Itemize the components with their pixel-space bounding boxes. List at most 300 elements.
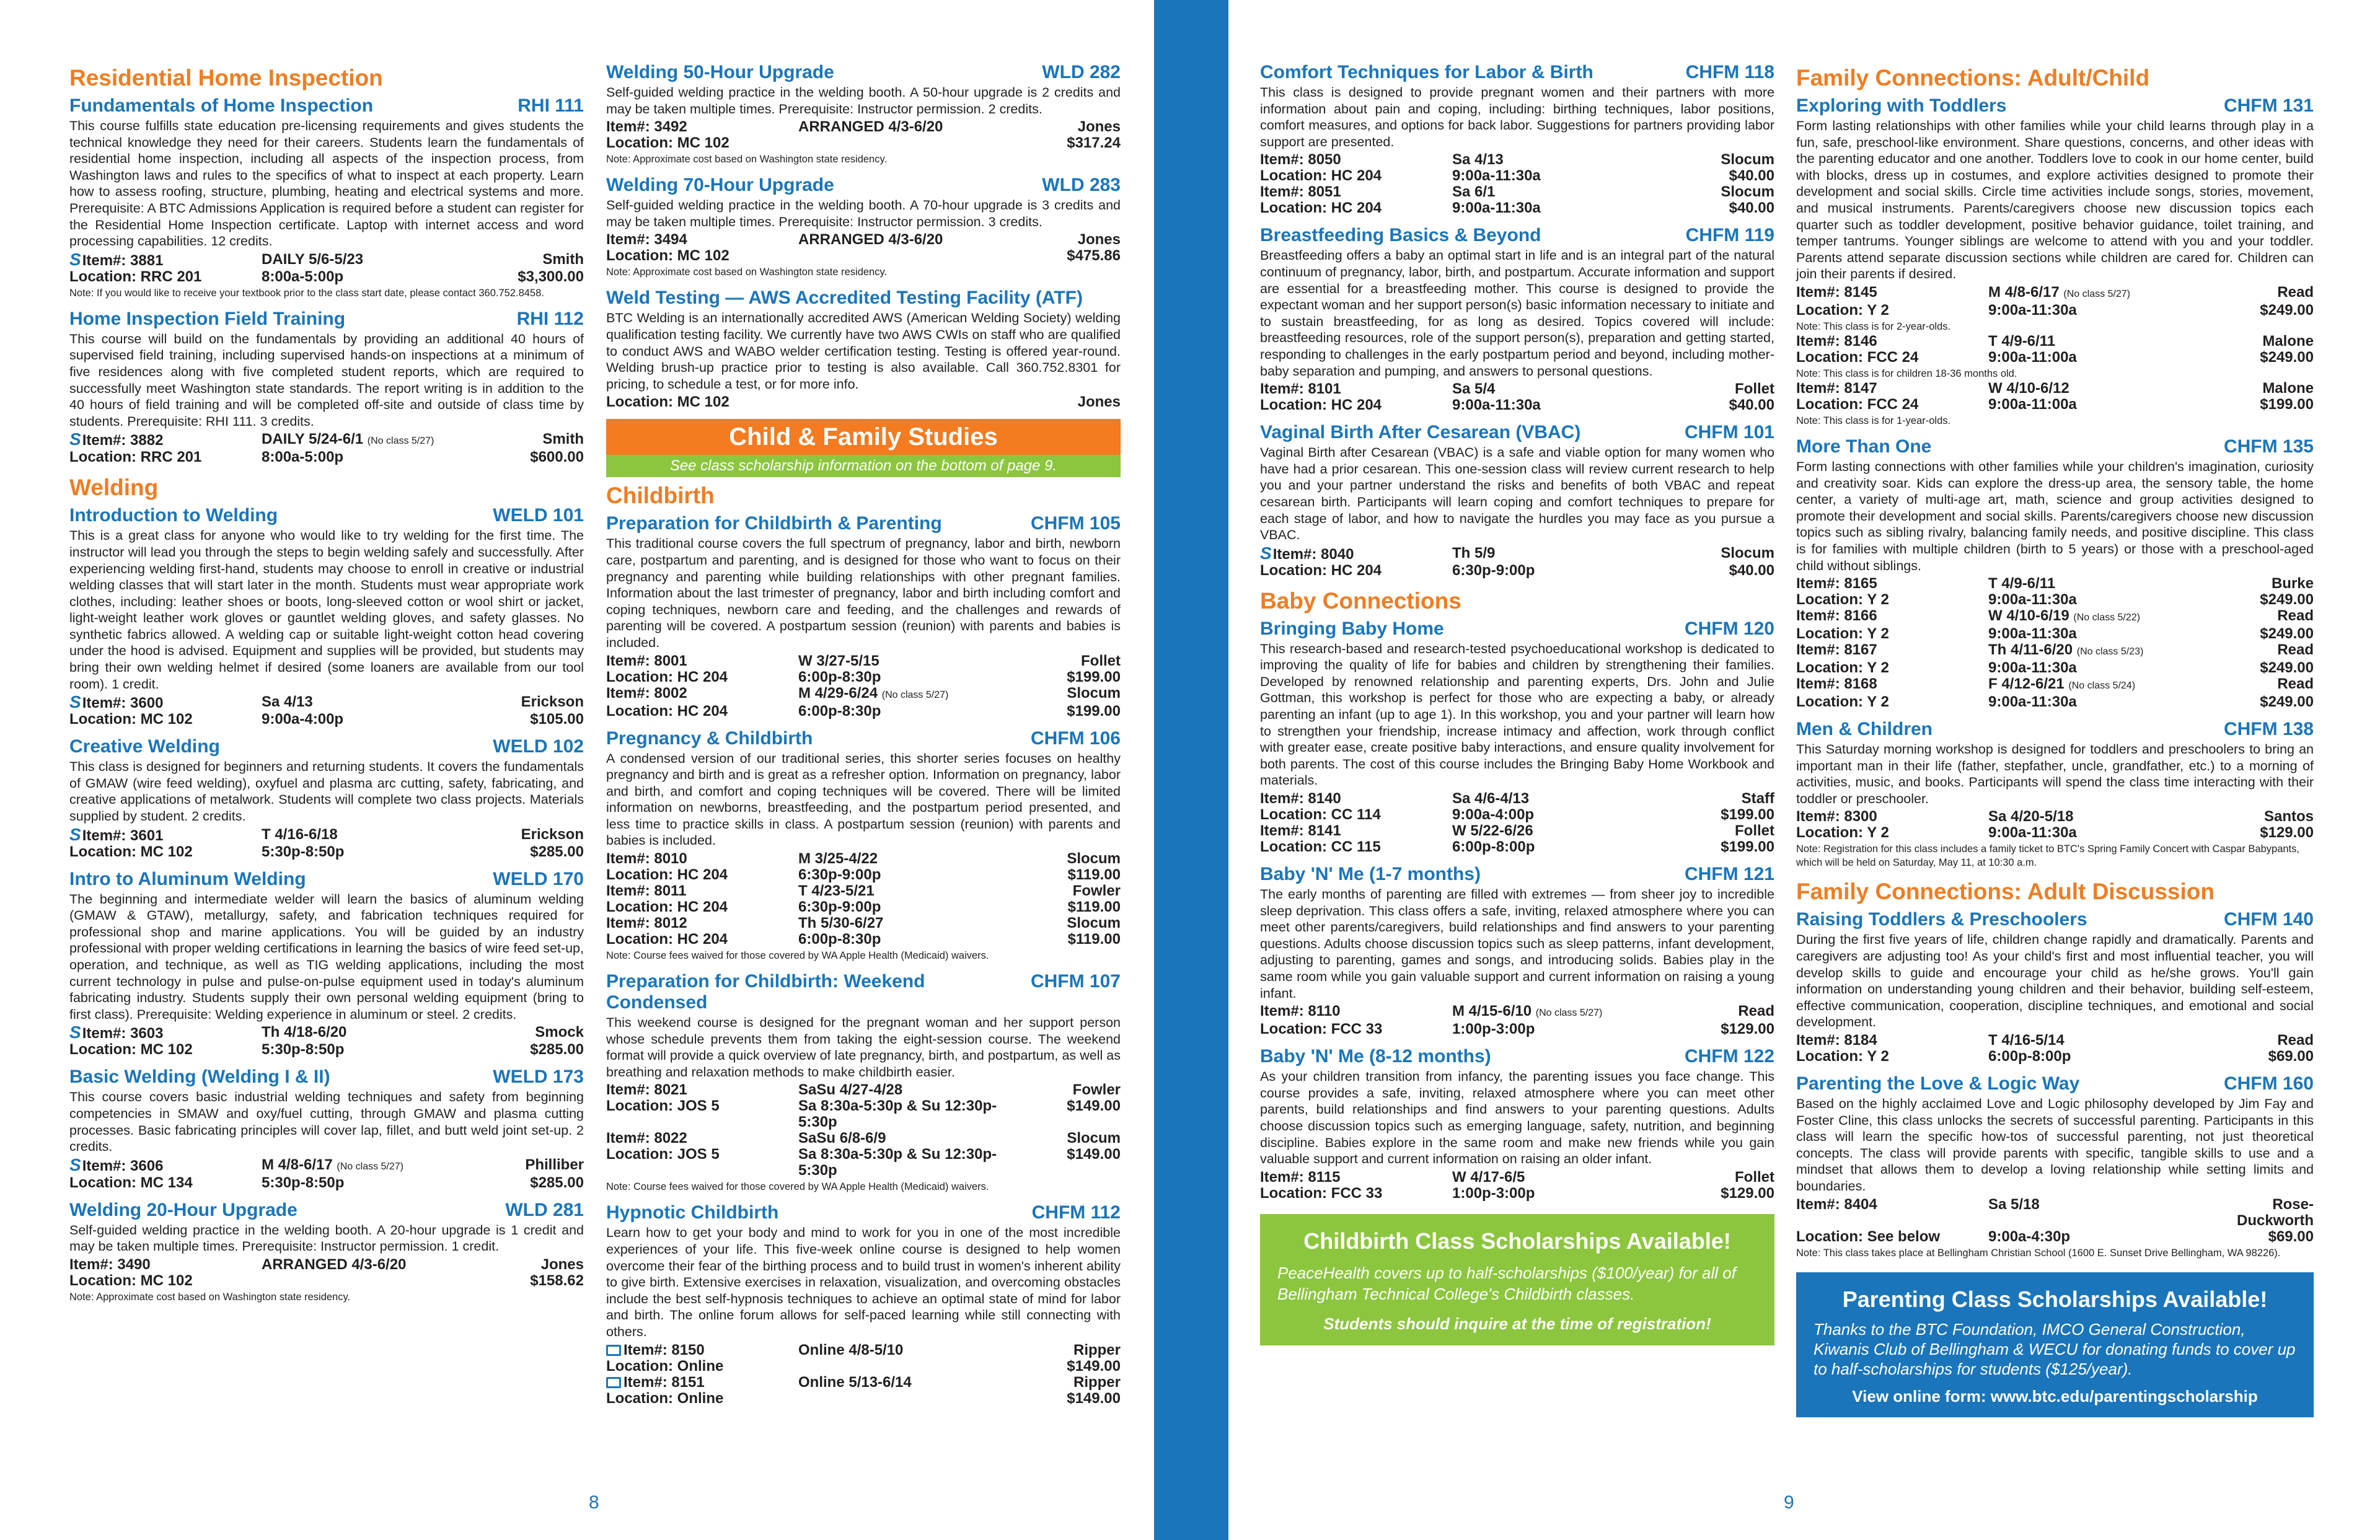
- instructor-or-fee: $129.00: [1721, 1021, 1774, 1038]
- section-heading: Family Connections: Adult/Child: [1796, 65, 2150, 90]
- schedule-text: 9:00a-11:30a: [1988, 301, 2077, 319]
- course-header: [606, 175, 1121, 196]
- instructor-or-fee: $285.00: [530, 1174, 584, 1191]
- item-number[interactable]: Item#: 8012: [606, 915, 687, 932]
- instructor-or-fee: Slocum: [1721, 183, 1774, 201]
- item-number[interactable]: Location: MC 134: [69, 1174, 193, 1191]
- section-heading: Family Connections: Adult Discussion: [1796, 879, 2215, 905]
- item-number[interactable]: Item#: 8184: [1796, 1032, 1877, 1049]
- item-or-location: [606, 653, 798, 669]
- item-or-location: [606, 232, 798, 248]
- course-title[interactable]: Basic Welding (Welding I & II): [69, 1067, 330, 1088]
- item-or-location: [1796, 333, 1988, 350]
- course-header: [1260, 225, 1774, 246]
- item-number[interactable]: Location: MC 102: [69, 1272, 193, 1289]
- item-number[interactable]: Location: CC 114: [1260, 806, 1381, 824]
- course-code: CHFM 107: [1030, 971, 1121, 992]
- instructor-or-fee: Fowler: [1072, 1081, 1121, 1099]
- item-number[interactable]: Location: MC 102: [606, 247, 729, 265]
- item-number[interactable]: Location: RRC 201: [69, 449, 202, 466]
- promo-title: Parenting Class Scholarships Available!: [1842, 1286, 2268, 1312]
- item-number[interactable]: Item#: 3494: [606, 231, 687, 249]
- instructor-or-fee: Santos: [2263, 808, 2314, 825]
- section-row: [69, 431, 584, 449]
- item-or-location: [1796, 397, 1988, 413]
- item-number[interactable]: Location: Y 2: [1796, 301, 1889, 319]
- section-row: [1796, 660, 2314, 676]
- item-number[interactable]: Item#: 8146: [1796, 332, 1877, 350]
- item-or-location: [1260, 397, 1452, 413]
- course-title[interactable]: Men & Children: [1796, 719, 1933, 740]
- instructor-or-fee: Erickson: [521, 693, 584, 711]
- course-title[interactable]: Breastfeeding Basics & Beyond: [1260, 225, 1541, 246]
- schedule: [1988, 381, 2224, 397]
- instructor-or-fee: Slocum: [1721, 151, 1774, 169]
- item-number[interactable]: Location: HC 204: [1260, 200, 1382, 217]
- schedule: [798, 867, 1034, 883]
- course-description: This course will build on the fundamentals by providing an additional 40 hours of supervised field training, including supervised hands-on inspections at a minimum of five residences along with five completed student reports, which are required to successfully meet Washington state standards. The report writing is in addition to the 40 hours of field training and will be completed off-site and outside of class time by students. Prerequisite: RHI 111. 3 credits.: [69, 331, 584, 429]
- banner-subtitle: See class scholarship information on the bottom of page 9.: [606, 455, 1121, 477]
- section-row: [69, 1175, 584, 1191]
- course-code: WLD 281: [505, 1199, 584, 1220]
- schedule: [1452, 807, 1688, 823]
- item-or-location: [606, 931, 798, 948]
- schedule-text: W 4/10-6/19: [1988, 607, 2069, 625]
- schedule-text: 6:00p-8:00p: [1988, 1048, 2071, 1065]
- course-listing: [69, 309, 584, 466]
- schedule: [1988, 694, 2224, 710]
- item-or-location: [69, 711, 262, 728]
- course-code: CHFM 160: [2223, 1073, 2314, 1094]
- item-number[interactable]: Item#: 8404: [1796, 1195, 1877, 1213]
- item-number[interactable]: Item#: 8141: [1260, 822, 1341, 840]
- schedule-text: 9:00a-11:30a: [1988, 693, 2077, 711]
- item-or-location: [1260, 1169, 1452, 1186]
- item-number[interactable]: Item#: 8010: [606, 850, 687, 868]
- schedule: [1988, 397, 2224, 413]
- course-title[interactable]: Exploring with Toddlers: [1796, 95, 2007, 116]
- item-number[interactable]: Item#: 8140: [1260, 790, 1341, 807]
- item-number[interactable]: Location: FCC 24: [1796, 348, 1919, 366]
- instructor-or-fee: $119.00: [1067, 899, 1121, 916]
- section-row: [1796, 350, 2314, 366]
- course-title[interactable]: Preparation for Childbirth: Weekend Condensed: [606, 971, 925, 1013]
- course-title[interactable]: Comfort Techniques for Labor & Birth: [1260, 62, 1593, 82]
- item-or-location: [606, 1146, 798, 1179]
- item-number[interactable]: Item#: 3603: [82, 1025, 164, 1042]
- schedule-text: 9:00a-11:30a: [1452, 397, 1541, 414]
- schedule-text: Sa 5/4: [1452, 381, 1496, 398]
- section-row: [1796, 284, 2314, 302]
- item-number[interactable]: Location: JOS 5: [606, 1098, 720, 1115]
- item-number[interactable]: Location: HC 204: [606, 899, 728, 916]
- section-row: [606, 685, 1121, 703]
- course-note: Note: This class takes place at Bellingham Christian School (1600 E. Sunset Drive Bellingham, WA 98226).: [1796, 1247, 2281, 1259]
- section-row: [606, 1342, 1121, 1358]
- item-number[interactable]: Item#: 8147: [1796, 379, 1877, 397]
- course-listing: [1260, 618, 1774, 855]
- item-number[interactable]: Item#: 8145: [1796, 283, 1877, 301]
- item-number[interactable]: Location: Y 2: [1796, 824, 1889, 842]
- instructor-or-fee: $199.00: [1721, 838, 1774, 856]
- course-title[interactable]: Intro to Aluminum Welding: [69, 868, 306, 889]
- instructor-or-fee: Smith: [542, 250, 584, 268]
- item-number[interactable]: Location: See below: [1796, 1228, 1941, 1245]
- item-number[interactable]: Location: HC 204: [606, 668, 728, 685]
- schedule: [1988, 1229, 2224, 1245]
- course-title[interactable]: Hypnotic Childbirth: [606, 1202, 779, 1223]
- course-header: [1796, 95, 2314, 117]
- item-number[interactable]: Location: FCC 24: [1796, 395, 1919, 413]
- item-number[interactable]: Item#: 3492: [606, 118, 687, 136]
- section-row: [69, 249, 584, 269]
- item-number[interactable]: Item#: 8168: [1796, 675, 1877, 693]
- item-or-location: [1796, 1229, 1988, 1245]
- course-title[interactable]: Pregnancy & Childbirth: [606, 728, 813, 749]
- instructor-or-fee: $69.00: [2268, 1048, 2314, 1065]
- instructor-or-fee: Follet: [1081, 652, 1121, 669]
- schedule-exception: (No class 5/27): [337, 1161, 403, 1172]
- item-number[interactable]: Item#: 8022: [606, 1130, 687, 1147]
- schedule: [1452, 791, 1688, 807]
- schedule-text: 9:00a-4:30p: [1988, 1228, 2071, 1245]
- schedule: [262, 1024, 497, 1042]
- item-number[interactable]: Location: Y 2: [1796, 659, 1889, 677]
- schedule-text: 6:00p-8:00p: [1452, 838, 1535, 856]
- section-row: [69, 844, 584, 860]
- item-or-location: [1796, 576, 1988, 592]
- course-listing: [69, 95, 584, 300]
- item-number[interactable]: Location: MC 102: [606, 394, 729, 411]
- item-number[interactable]: Item#: 8300: [1796, 808, 1877, 825]
- section-heading: Childbirth: [606, 483, 715, 509]
- course-description: Self-guided welding practice in the welding booth. A 50-hour upgrade is 2 credits and may be taken multiple times. Prerequisite: Instructor permission. 2 credits.: [606, 85, 1121, 117]
- section-row: [1796, 302, 2314, 319]
- course-title[interactable]: Creative Welding: [69, 736, 220, 757]
- course-header: [1796, 909, 2314, 930]
- course-listing: [69, 869, 584, 1058]
- item-or-location: [1796, 825, 1988, 841]
- course-title[interactable]: Raising Toddlers & Preschoolers: [1796, 909, 2087, 930]
- course-description: This Saturday morning workshop is designed for toddlers and preschoolers to bring an important man in their life (father, stepfather, uncle, grandfather, etc.) to a morning of activities, music, and books. Participants will spend the class time interacting with their toddler or preschooler.: [1796, 742, 2314, 806]
- item-number[interactable]: Item#: 8110: [1260, 1003, 1341, 1020]
- course-listing: [1796, 909, 2314, 1065]
- schedule: [1988, 676, 2224, 694]
- course-description: The early months of parenting are filled with extremes — from sheer joy to incredible sleep deprivation. This class offers a safe, inviting, relaxed atmosphere where you can meet other parents/caregivers, build relationships and find answers to your parenting questions. Adults choose discussion topics such as sleep patterns, infant development, adjusting to parenting, games and songs, and introducing solids. Babies play in the same room while you gain valuable support and current information on raising a young infant.: [1260, 887, 1774, 1001]
- schedule: [798, 1130, 1034, 1146]
- schedule-text: 6:30p-9:00p: [798, 866, 881, 884]
- item-number[interactable]: Location: MC 102: [69, 711, 193, 728]
- item-number[interactable]: Item#: 3600: [82, 695, 164, 712]
- item-number[interactable]: Location: HC 204: [606, 931, 728, 948]
- course-header: [1260, 618, 1774, 640]
- course-header: [69, 505, 584, 526]
- course-description: Self-guided welding practice in the welding booth. A 20-hour upgrade is 1 credit and may be taken multiple times. Prerequisite: Instructor permission. 1 credit.: [69, 1222, 584, 1254]
- item-number[interactable]: Item#: 3490: [69, 1256, 151, 1273]
- course-header: [606, 1202, 1121, 1223]
- course-title[interactable]: Welding 70-Hour Upgrade: [606, 175, 834, 196]
- course-code: WLD 282: [1042, 62, 1121, 82]
- instructor-or-fee: Smock: [535, 1024, 584, 1041]
- item-number[interactable]: Location: HC 204: [1260, 167, 1382, 185]
- item-number[interactable]: Item#: 8115: [1260, 1168, 1341, 1186]
- schedule: [1452, 200, 1688, 216]
- item-number[interactable]: Location: Y 2: [1796, 625, 1889, 643]
- course-code: CHFM 135: [2223, 436, 2314, 457]
- course-description: A condensed version of our traditional series, this shorter series focuses on healthy pregnancy and birth and is great as a refresher option. Information on pregnancy, labor and birth, and comfort and coping techniques will be covered. There will be limited information on newborns, breastfeeding, and the postpartum period presented, and less time to practice skills in class. A postpartum session (reunion) with parents and babies is included.: [606, 750, 1121, 848]
- schedule-text: 5:30p-8:50p: [262, 1174, 345, 1191]
- course-description: During the first five years of life, children change rapidly and dramatically. Parents and caregivers are adjusting too! As your child's first and most influential teacher, you will develop skills to guide and encourage your child as he/she grows. You'll gain information on understanding young children and their behavior, building self-esteem, effective communication, cooperation, discipline techniques, and emotional and social development.: [1796, 932, 2314, 1030]
- course-code: CHFM 119: [1685, 225, 1774, 246]
- schedule: [262, 694, 497, 711]
- course-title[interactable]: Vaginal Birth After Cesarean (VBAC): [1260, 422, 1581, 443]
- schedule-text: M 4/15-6/10: [1452, 1003, 1532, 1020]
- item-or-location: [1260, 1186, 1452, 1202]
- course-title[interactable]: Preparation for Childbirth & Parenting: [606, 513, 942, 534]
- item-or-location: [606, 119, 798, 135]
- section-note: Note: This class is for 1-year-olds.: [1796, 415, 1951, 426]
- schedule-text: 9:00a-4:00p: [262, 711, 344, 728]
- course-description: This course fulfills state education pre-licensing requirements and gives students the technical knowledge they need for their careers. Students learn the fundamentals of residential home inspection, including all aspects of the inspection process, from Washington laws and rules to the specifics of what to inspect at each property. Learn how to assess roofing, structure, plumbing, heating and electrical systems and more. Prerequisite: A BTC Admissions Application is required before a student can register for the Residential Home Inspection certificate. Laptop with internet access and word processing capabilities. 12 credits.: [69, 118, 584, 249]
- instructor-or-fee: Read: [1738, 1003, 1774, 1020]
- item-number[interactable]: Location: Y 2: [1796, 1048, 1889, 1065]
- instructor-or-fee: $199.00: [2260, 395, 2314, 413]
- item-or-location: [69, 844, 262, 860]
- item-number[interactable]: Location: Y 2: [1796, 591, 1889, 609]
- item-number[interactable]: Item#: 3882: [82, 432, 164, 449]
- schedule: [1452, 381, 1688, 397]
- schedule-text: Sa 4/13: [1452, 151, 1504, 169]
- schedule: [798, 1146, 1034, 1179]
- schedule-text: ARRANGED 4/3-6/20: [798, 118, 943, 136]
- schedule-text: W 4/17-6/5: [1452, 1168, 1525, 1186]
- course-title[interactable]: More Than One: [1796, 436, 1932, 457]
- schedule: [1452, 1003, 1688, 1021]
- item-number[interactable]: Location: FCC 33: [1260, 1021, 1383, 1038]
- item-or-location: [1260, 168, 1452, 184]
- section-row: [1796, 576, 2314, 592]
- course-code: CHFM 140: [2223, 909, 2314, 930]
- item-or-location: [1260, 823, 1452, 839]
- schedule: [262, 711, 497, 728]
- section-row: [69, 824, 584, 844]
- item-number[interactable]: Item#: 8165: [1796, 575, 1877, 592]
- course-note: Note: Course fees waived for those covered by WA Apple Health (Medicaid) waivers.: [606, 1181, 989, 1193]
- schedule-text: 9:00a-11:30a: [1452, 200, 1541, 217]
- schedule-text: 6:00p-8:30p: [798, 931, 881, 948]
- item-number[interactable]: Item#: 8166: [1796, 607, 1877, 625]
- item-number[interactable]: Item#: 8051: [1260, 183, 1341, 201]
- course-title[interactable]: Baby 'N' Me (1-7 months): [1260, 864, 1481, 885]
- section-row: [606, 232, 1121, 248]
- item-number[interactable]: Location: CC 115: [1260, 838, 1381, 856]
- item-or-location: [69, 1257, 262, 1273]
- item-number[interactable]: Location: FCC 33: [1260, 1184, 1383, 1202]
- section-row: [69, 1042, 584, 1058]
- course-title[interactable]: Home Inspection Field Training: [69, 308, 346, 329]
- scholarship-s-icon: S: [69, 429, 81, 449]
- schedule: [798, 653, 1034, 669]
- item-number[interactable]: Item#: 8150: [624, 1341, 705, 1358]
- instructor-or-fee: $249.00: [2260, 693, 2314, 711]
- course-listing: [606, 288, 1121, 410]
- item-or-location: [69, 249, 262, 269]
- course-header: [606, 971, 1121, 1013]
- item-number[interactable]: Item#: 8040: [1272, 545, 1354, 563]
- course-note: Note: Registration for this class includes a family ticket to BTC's Spring Family Concert with Caspar Babypants, which will be held on Saturday, May 11, at 10:30 a.m.: [1796, 843, 2299, 869]
- schedule-text: T 4/16-5/14: [1988, 1032, 2065, 1049]
- section-row: [1260, 1003, 1774, 1021]
- section-row: [606, 653, 1121, 669]
- course-note: Note: Approximate cost based on Washington state residency.: [606, 154, 888, 165]
- item-number[interactable]: Item#: 8001: [606, 652, 687, 669]
- schedule: [1988, 608, 2224, 626]
- course-note: Note: Approximate cost based on Washington state residency.: [69, 1291, 351, 1303]
- schedule-text: T 4/9-6/11: [1988, 575, 2056, 592]
- course-code: CHFM 131: [2223, 95, 2314, 116]
- section-row: [1796, 825, 2314, 841]
- item-number[interactable]: Item#: 8021: [606, 1081, 687, 1099]
- course-code: CHFM 105: [1030, 513, 1121, 534]
- course-description: This weekend course is designed for the pregnant woman and her support person whose schedule prevents them from taking the eight-session course. The weekend format will provide a quick overview of late pregnancy, birth, and postpartum, as well as breathing and relaxation methods to make childbirth easier.: [606, 1015, 1121, 1080]
- item-number[interactable]: Location: RRC 201: [69, 268, 202, 285]
- item-number[interactable]: Item#: 8101: [1260, 381, 1341, 398]
- schedule: [798, 851, 1034, 867]
- schedule: [798, 1082, 1034, 1098]
- instructor-or-fee: Smith: [542, 431, 584, 448]
- course-description: This class is designed for beginners and returning students. It covers the fundamentals of GMAW (wire feed welding), oxyfuel and plasma arc cutting, safety, fabricating, and creative applications of metalwork. Students will complete two class projects. Materials supplied by student. 2 credits.: [69, 759, 584, 824]
- course-title[interactable]: Welding 20-Hour Upgrade: [69, 1199, 298, 1220]
- scholarship-s-icon: S: [69, 1155, 81, 1174]
- course-listing: [606, 175, 1121, 279]
- instructor-or-fee: Jones: [1077, 394, 1121, 411]
- schedule-text: Sa 4/13: [262, 693, 313, 711]
- schedule: [1988, 576, 2224, 592]
- item-or-location: [1260, 381, 1452, 397]
- schedule-text: 9:00a-11:30a: [1988, 824, 2077, 842]
- schedule-text: 6:30p-9:00p: [1452, 561, 1535, 579]
- scholarship-form-link[interactable]: View online form: www.btc.edu/parentingscholarship: [1852, 1386, 2258, 1406]
- item-number[interactable]: Location: JOS 5: [606, 1146, 720, 1163]
- item-or-location: [69, 1042, 262, 1058]
- item-number[interactable]: Location: Y 2: [1796, 693, 1889, 711]
- schedule: [262, 269, 497, 285]
- course-header: [69, 1200, 584, 1221]
- course-title[interactable]: Bringing Baby Home: [1260, 618, 1444, 639]
- section-row: [1796, 694, 2314, 710]
- course-title[interactable]: Fundamentals of Home Inspection: [69, 95, 374, 116]
- item-or-location: [1796, 1197, 1988, 1229]
- item-number[interactable]: Item#: 8151: [624, 1373, 705, 1391]
- item-number[interactable]: Location: Online: [606, 1389, 724, 1407]
- item-number[interactable]: Item#: 8050: [1260, 151, 1341, 169]
- section-row: [606, 899, 1121, 915]
- section-row: [69, 711, 584, 728]
- childbirth-scholarship-box: [1260, 1214, 1774, 1345]
- schedule: [1452, 184, 1688, 200]
- course-note: Note: Course fees waived for those covered by WA Apple Health (Medicaid) waivers.: [606, 950, 989, 962]
- section-row: [1796, 608, 2314, 626]
- item-or-location: [1260, 184, 1452, 200]
- section-row: [606, 248, 1121, 264]
- schedule-text: 8:00a-5:00p: [262, 449, 344, 466]
- item-number[interactable]: Location: HC 204: [1260, 397, 1382, 414]
- item-number[interactable]: Item#: 8167: [1796, 641, 1877, 659]
- item-number[interactable]: Item#: 8002: [606, 684, 687, 702]
- schedule: [798, 703, 1034, 719]
- item-or-location: [1260, 563, 1452, 579]
- item-or-location: [69, 824, 262, 844]
- course-title[interactable]: Welding 50-Hour Upgrade: [606, 62, 834, 82]
- schedule-text: Th 4/11-6/20: [1988, 641, 2073, 659]
- item-number[interactable]: Item#: 8011: [606, 882, 687, 900]
- instructor-or-fee: $475.86: [1067, 247, 1121, 265]
- item-number[interactable]: Location: HC 204: [606, 702, 728, 719]
- course-header: [69, 309, 584, 330]
- instructor-or-fee: $199.00: [1721, 806, 1774, 824]
- item-number[interactable]: Location: Online: [606, 1357, 724, 1375]
- schedule: [1988, 302, 2224, 319]
- section-row: [606, 1130, 1121, 1146]
- schedule: [798, 1098, 1034, 1130]
- schedule: [1988, 1049, 2224, 1065]
- item-or-location: [1796, 1032, 1988, 1049]
- item-number[interactable]: Item#: 3601: [82, 827, 164, 844]
- course-description: The beginning and intermediate welder will learn the basics of aluminum welding (GMAW & GTAW), metallurgy, safety, and fabrication techniques required for professional shop and marine applications. You will be guided by an industry professional with proper welding certifications in learning the basics of wire feed set-up, operation, and technique, as well as TIG welding applications, including the most current technology in pulse and pulse-on-pulse equipment used in today's aluminum fabricating industry. Students supply their own personal welding equipment (bring to first class). Prerequisite: Welding experience in aluminum or steel. 2 credits.: [69, 891, 584, 1022]
- schedule-exception: (No class 5/27): [367, 436, 434, 447]
- item-or-location: [606, 851, 798, 867]
- item-or-location: [1796, 608, 1988, 626]
- course-description: Vaginal Birth after Cesarean (VBAC) is a safe and viable option for many women who have had a prior cesarean. This one-session class will review current research to help you and your partner understand the risks and benefits of both VBAC and repeat cesarean birth. Participants will learn coping and comfort techniques to prepare for each stage of labor, and how to navigate the hurdles you may face as you pursue a VBAC.: [1260, 445, 1774, 543]
- schedule: [1988, 660, 2224, 676]
- course-header: [606, 62, 1121, 83]
- instructor-or-fee: $149.00: [1067, 1389, 1121, 1407]
- instructor-or-fee: $317.24: [1067, 134, 1121, 152]
- instructor-or-fee: Philliber: [525, 1156, 584, 1173]
- item-number[interactable]: Item#: 3606: [82, 1157, 164, 1174]
- item-number[interactable]: Location: MC 102: [606, 134, 729, 152]
- schedule-text: M 4/8-6/17: [262, 1156, 333, 1173]
- scholarship-s-icon: S: [1260, 543, 1272, 563]
- item-number[interactable]: Location: MC 102: [69, 1041, 193, 1058]
- schedule: [1452, 545, 1688, 563]
- instructor-or-fee: $249.00: [2260, 659, 2314, 677]
- instructor-or-fee: $249.00: [2260, 625, 2314, 643]
- schedule-text: Sa 5/18: [1988, 1195, 2040, 1213]
- promo-body: PeaceHealth covers up to half-scholarships ($100/year) for all of Bellingham Technical College's Childbirth classes.: [1277, 1263, 1736, 1303]
- course-listing: [69, 1067, 584, 1190]
- schedule-text: 6:00p-8:30p: [798, 668, 881, 685]
- section-row: [606, 119, 1121, 135]
- item-number[interactable]: Location: MC 102: [69, 843, 193, 860]
- course-title[interactable]: Introduction to Welding: [69, 505, 278, 526]
- section-row: [606, 915, 1121, 931]
- schedule-text: Online 4/8-5/10: [798, 1341, 904, 1358]
- schedule-text: W 5/22-6/26: [1452, 822, 1533, 840]
- section-note: Note: This class is for children 18-36 months old.: [1796, 367, 2017, 379]
- schedule: [1452, 1021, 1688, 1037]
- schedule: [1988, 809, 2224, 825]
- item-number[interactable]: Location: HC 204: [606, 866, 728, 884]
- section-row: [1260, 381, 1774, 397]
- instructor-or-fee: Jones: [540, 1256, 584, 1273]
- left-column-2: [606, 62, 1121, 1415]
- course-title[interactable]: Weld Testing — AWS Accredited Testing Facility (ATF): [606, 288, 1083, 309]
- item-number[interactable]: Item#: 3881: [82, 252, 164, 269]
- course-title[interactable]: Parenting the Love & Logic Way: [1796, 1073, 2080, 1094]
- item-number[interactable]: Location: HC 204: [1260, 561, 1382, 579]
- course-title[interactable]: Baby 'N' Me (8-12 months): [1260, 1046, 1491, 1067]
